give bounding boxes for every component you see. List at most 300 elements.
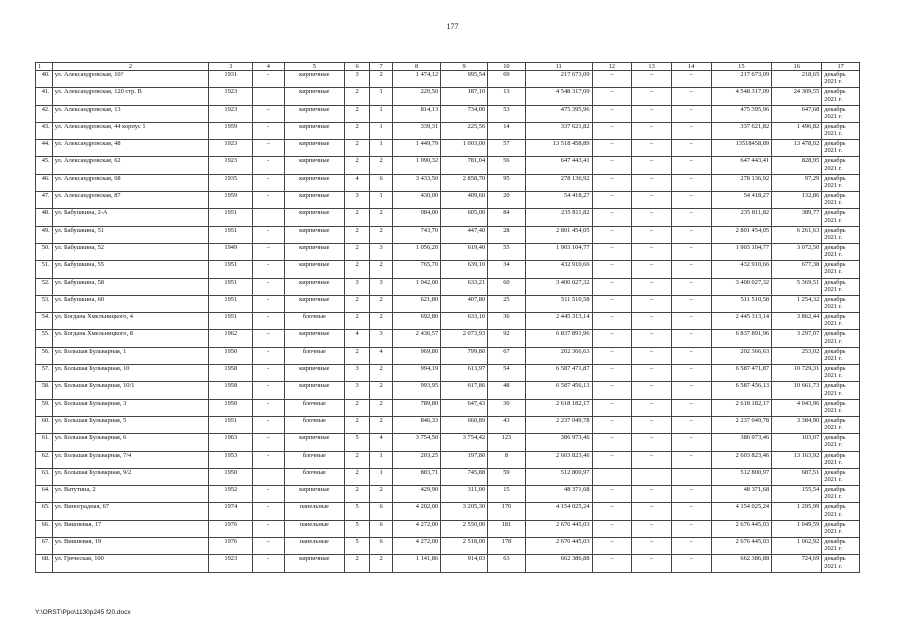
- table-cell: 218,65: [772, 71, 822, 88]
- table-cell: 4 043,96: [772, 399, 822, 416]
- table-cell: 1958: [209, 382, 253, 399]
- table-cell: 1959: [209, 192, 253, 209]
- table-cell: 58.: [36, 382, 53, 399]
- table-cell: –: [592, 451, 632, 468]
- table-cell: 1951: [209, 313, 253, 330]
- table-cell: декабрь 2021 г.: [822, 174, 860, 191]
- table-cell: кирпичные: [284, 365, 345, 382]
- table-cell: 103,07: [772, 434, 822, 451]
- table-cell: –: [592, 105, 632, 122]
- table-cell: 789,80: [393, 399, 441, 416]
- table-cell: 3 400 027,32: [525, 278, 592, 295]
- table-cell: 1 903 104,77: [525, 243, 592, 260]
- table-cell: 6: [370, 538, 393, 555]
- table-cell: –: [671, 71, 711, 88]
- file-path: Y:\ORST\Ppo\1130p245 f20.docx: [35, 609, 131, 616]
- table-cell: [592, 468, 632, 485]
- table-cell: 647,68: [772, 105, 822, 122]
- table-cell: 1935: [209, 174, 253, 191]
- table-cell: 1 474,12: [393, 71, 441, 88]
- table-cell: кирпичные: [284, 555, 345, 572]
- table-cell: 41.: [36, 88, 53, 105]
- table-cell: -: [253, 347, 284, 364]
- table-cell: декабрь 2021 г.: [822, 416, 860, 433]
- table-cell: –: [671, 105, 711, 122]
- table-cell: 1 056,20: [393, 243, 441, 260]
- table-cell: 724,69: [772, 555, 822, 572]
- table-cell: –: [632, 503, 672, 520]
- table-cell: -: [253, 226, 284, 243]
- table-cell: 4: [370, 434, 393, 451]
- table-cell: панельные: [284, 520, 345, 537]
- table-cell: 1950: [209, 468, 253, 485]
- table-cell: 2: [370, 382, 393, 399]
- table-cell: [671, 468, 711, 485]
- table-cell: декабрь 2021 г.: [822, 503, 860, 520]
- table-cell: 475 395,96: [525, 105, 592, 122]
- table-cell: 2: [370, 416, 393, 433]
- table-cell: 2: [370, 71, 393, 88]
- table-cell: –: [671, 382, 711, 399]
- table-cell: –: [592, 122, 632, 139]
- table-cell: 6 837 891,96: [525, 330, 592, 347]
- table-cell: декабрь 2021 г.: [822, 105, 860, 122]
- table-cell: декабрь 2021 г.: [822, 122, 860, 139]
- table-cell: 217 673,09: [525, 71, 592, 88]
- table-cell: 311,00: [441, 486, 488, 503]
- table-cell: -: [253, 382, 284, 399]
- table-cell: -: [253, 122, 284, 139]
- column-header: 17: [822, 63, 860, 71]
- table-cell: 1962: [209, 330, 253, 347]
- table-cell: 69: [488, 71, 526, 88]
- table-cell: 6 587 456,13: [711, 382, 772, 399]
- table-cell: -: [253, 192, 284, 209]
- table-cell: –: [671, 226, 711, 243]
- table-cell: ул. Александровская, 13: [52, 105, 209, 122]
- table-cell: 660,89: [441, 416, 488, 433]
- table-cell: 235 811,82: [525, 209, 592, 226]
- table-cell: –: [592, 140, 632, 157]
- table-cell: 969,80: [393, 347, 441, 364]
- table-cell: декабрь 2021 г.: [822, 486, 860, 503]
- table-cell: 53: [488, 105, 526, 122]
- table-cell: 1923: [209, 105, 253, 122]
- table-cell: блочные: [284, 451, 345, 468]
- table-cell: –: [592, 174, 632, 191]
- table-cell: 48: [488, 382, 526, 399]
- table-cell: 3: [345, 192, 370, 209]
- table-cell: –: [592, 538, 632, 555]
- table-cell: 2 676 445,03: [525, 538, 592, 555]
- table-cell: 511 510,58: [711, 295, 772, 312]
- table-cell: 56: [488, 157, 526, 174]
- table-cell: 3: [370, 243, 393, 260]
- table-cell: 4 272,00: [393, 520, 441, 537]
- table-cell: –: [592, 295, 632, 312]
- table-cell: 743,70: [393, 226, 441, 243]
- table-cell: 67.: [36, 538, 53, 555]
- table-cell: 613,97: [441, 365, 488, 382]
- table-cell: 1 254,32: [772, 295, 822, 312]
- table-cell: –: [671, 503, 711, 520]
- table-cell: блочные: [284, 347, 345, 364]
- table-cell: –: [592, 226, 632, 243]
- table-row: [36, 140, 860, 157]
- table-cell: -: [253, 313, 284, 330]
- table-cell: –: [632, 555, 672, 572]
- table-cell: 1923: [209, 555, 253, 572]
- table-cell: 3 754,50: [393, 434, 441, 451]
- table-cell: 84: [488, 209, 526, 226]
- table-cell: 4 548 317,09: [711, 88, 772, 105]
- table-cell: –: [671, 174, 711, 191]
- table-cell: 64.: [36, 486, 53, 503]
- table-cell: 220,50: [393, 88, 441, 105]
- table-cell: –: [671, 88, 711, 105]
- table-cell: –: [632, 382, 672, 399]
- table-cell: кирпичные: [284, 174, 345, 191]
- table-cell: 66.: [36, 520, 53, 537]
- table-cell: ул. Александровская, 44 корпус 1: [52, 122, 209, 139]
- table-cell: 1949: [209, 243, 253, 260]
- table-cell: 53.: [36, 295, 53, 312]
- table-row: [36, 313, 860, 330]
- table-cell: 2: [345, 243, 370, 260]
- table-cell: 45.: [36, 157, 53, 174]
- table-cell: 14: [488, 122, 526, 139]
- table-cell: кирпичные: [284, 434, 345, 451]
- table-cell: 48 371,68: [525, 486, 592, 503]
- table-cell: кирпичные: [284, 382, 345, 399]
- table-cell: 13: [488, 88, 526, 105]
- table-row: [36, 261, 860, 278]
- table-cell: –: [671, 434, 711, 451]
- table-cell: 56.: [36, 347, 53, 364]
- table-cell: –: [592, 520, 632, 537]
- column-header: 13: [632, 63, 672, 71]
- table-cell: 2: [370, 209, 393, 226]
- table-cell: 61.: [36, 434, 53, 451]
- table-cell: 2: [370, 365, 393, 382]
- table-cell: 409,60: [441, 192, 488, 209]
- table-cell: –: [632, 538, 672, 555]
- table-cell: 1976: [209, 538, 253, 555]
- table-cell: 55: [488, 243, 526, 260]
- table-cell: 3 072,50: [772, 243, 822, 260]
- table-cell: 3 862,44: [772, 313, 822, 330]
- table-cell: –: [632, 486, 672, 503]
- table-cell: 2 676 445,03: [711, 538, 772, 555]
- table-cell: -: [253, 174, 284, 191]
- table-cell: ул. Александровская, 68: [52, 174, 209, 191]
- table-cell: 43.: [36, 122, 53, 139]
- table-cell: -: [253, 503, 284, 520]
- table-cell: 1950: [209, 347, 253, 364]
- table-cell: 6 587 471,87: [525, 365, 592, 382]
- table-cell: -: [253, 416, 284, 433]
- table-row: [36, 105, 860, 122]
- table-cell: -: [253, 278, 284, 295]
- table-cell: 42.: [36, 105, 53, 122]
- table-cell: –: [632, 174, 672, 191]
- table-cell: 1: [370, 88, 393, 105]
- table-cell: 6 587 456,13: [525, 382, 592, 399]
- table-cell: 92: [488, 330, 526, 347]
- table-cell: 639,10: [441, 261, 488, 278]
- table-cell: 60.: [36, 416, 53, 433]
- table-cell: кирпичные: [284, 486, 345, 503]
- table-cell: –: [671, 555, 711, 572]
- table-cell: 995,54: [441, 71, 488, 88]
- table-cell: 1976: [209, 520, 253, 537]
- table-cell: 5 369,51: [772, 278, 822, 295]
- table-cell: 447,40: [441, 226, 488, 243]
- table-cell: ул. Большая Бульварная, 6: [52, 434, 209, 451]
- column-header: 15: [711, 63, 772, 71]
- table-cell: 619,40: [441, 243, 488, 260]
- table-cell: 50.: [36, 243, 53, 260]
- table-cell: –: [671, 122, 711, 139]
- table-cell: 662 386,88: [525, 555, 592, 572]
- table-cell: 6: [370, 520, 393, 537]
- table-row: [36, 330, 860, 347]
- table-cell: 6: [370, 174, 393, 191]
- table-row: [36, 382, 860, 399]
- table-cell: 48.: [36, 209, 53, 226]
- table-cell: –: [632, 365, 672, 382]
- table-cell: 814,13: [393, 105, 441, 122]
- table-cell: 647,43: [441, 399, 488, 416]
- table-cell: декабрь 2021 г.: [822, 192, 860, 209]
- table-cell: декабрь 2021 г.: [822, 278, 860, 295]
- table-row: [36, 486, 860, 503]
- table-cell: 781,04: [441, 157, 488, 174]
- table-cell: декабрь 2021 г.: [822, 555, 860, 572]
- column-header: 3: [209, 63, 253, 71]
- table-cell: –: [632, 330, 672, 347]
- table-cell: 2: [345, 399, 370, 416]
- table-cell: 429,90: [393, 486, 441, 503]
- table-cell: 2 603 823,46: [525, 451, 592, 468]
- table-cell: –: [671, 192, 711, 209]
- table-cell: 5: [345, 520, 370, 537]
- table-cell: 2: [345, 88, 370, 105]
- table-cell: 46.: [36, 174, 53, 191]
- table-cell: –: [632, 261, 672, 278]
- table-cell: 2: [345, 105, 370, 122]
- table-cell: –: [253, 105, 284, 122]
- table-cell: 1 295,99: [772, 503, 822, 520]
- table-cell: 2: [370, 399, 393, 416]
- table-cell: 617,86: [441, 382, 488, 399]
- table-cell: кирпичные: [284, 192, 345, 209]
- table-cell: –: [671, 243, 711, 260]
- table-cell: декабрь 2021 г.: [822, 88, 860, 105]
- table-cell: 43: [488, 416, 526, 433]
- table-cell: –: [632, 520, 672, 537]
- table-cell: 65.: [36, 503, 53, 520]
- table-cell: –: [671, 486, 711, 503]
- table-cell: 20: [488, 192, 526, 209]
- column-header: 4: [253, 63, 284, 71]
- table-cell: ул. Вишневая, 19: [52, 538, 209, 555]
- table-cell: 63: [488, 555, 526, 572]
- table-cell: 3: [345, 278, 370, 295]
- table-cell: 44.: [36, 140, 53, 157]
- table-cell: 1931: [209, 71, 253, 88]
- table-cell: 1: [370, 105, 393, 122]
- table-cell: 2: [345, 122, 370, 139]
- table-cell: 4 202,00: [393, 503, 441, 520]
- table-cell: –: [592, 399, 632, 416]
- table-cell: 647 443,41: [711, 157, 772, 174]
- table-cell: 1959: [209, 122, 253, 139]
- table-cell: 1923: [209, 157, 253, 174]
- page-number: 177: [446, 22, 459, 31]
- table-row: [36, 451, 860, 468]
- table-cell: кирпичные: [284, 157, 345, 174]
- table-cell: 1: [370, 451, 393, 468]
- table-cell: 1 042,00: [393, 278, 441, 295]
- column-header: 14: [671, 63, 711, 71]
- table-cell: 4 548 317,09: [525, 88, 592, 105]
- table-cell: 13518458,89: [711, 140, 772, 157]
- table-cell: 6 587 471,87: [711, 365, 772, 382]
- table-cell: 647 443,41: [525, 157, 592, 174]
- table-cell: 2: [345, 451, 370, 468]
- table-cell: 2 603 823,46: [711, 451, 772, 468]
- table-cell: 337 621,82: [525, 122, 592, 139]
- table-cell: –: [632, 399, 672, 416]
- table-cell: 95: [488, 174, 526, 191]
- table-cell: 68.: [36, 555, 53, 572]
- table-cell: 1958: [209, 365, 253, 382]
- table-cell: 225,56: [441, 122, 488, 139]
- table-cell: кирпичные: [284, 278, 345, 295]
- table-cell: –: [632, 88, 672, 105]
- table-cell: 1: [370, 192, 393, 209]
- table-cell: ул. Александровская, 48: [52, 140, 209, 157]
- table-cell: 8: [488, 451, 526, 468]
- table-cell: 1: [370, 468, 393, 485]
- table-cell: блочные: [284, 416, 345, 433]
- table-cell: кирпичные: [284, 88, 345, 105]
- table-cell: 51.: [36, 261, 53, 278]
- table-cell: 1951: [209, 226, 253, 243]
- table-cell: –: [592, 71, 632, 88]
- table-cell: ул. Большая Бульварная, 3: [52, 399, 209, 416]
- table-cell: кирпичные: [284, 122, 345, 139]
- table-cell: -: [253, 71, 284, 88]
- table-cell: ул. Вишневая, 17: [52, 520, 209, 537]
- column-header: 5: [284, 63, 345, 71]
- table-cell: 3: [370, 330, 393, 347]
- table-cell: 1951: [209, 209, 253, 226]
- table-cell: 59.: [36, 399, 53, 416]
- housing-table: [35, 62, 860, 573]
- table-cell: декабрь 2021 г.: [822, 140, 860, 157]
- table-cell: –: [671, 416, 711, 433]
- table-cell: 2 676 445,03: [711, 520, 772, 537]
- table-cell: 6 837 891,96: [711, 330, 772, 347]
- table-cell: 6 261,63: [772, 226, 822, 243]
- table-cell: ул. Александровская, 87: [52, 192, 209, 209]
- table-cell: –: [592, 555, 632, 572]
- table-cell: 187,10: [441, 88, 488, 105]
- table-row: [36, 347, 860, 364]
- table-cell: 4 154 025,24: [525, 503, 592, 520]
- table-cell: 621,80: [393, 295, 441, 312]
- table-cell: ул. Александровская, 10?: [52, 71, 209, 88]
- table-cell: 36: [488, 313, 526, 330]
- table-cell: 1 062,92: [772, 538, 822, 555]
- table-cell: 2: [345, 416, 370, 433]
- table-cell: кирпичные: [284, 295, 345, 312]
- table-cell: декабрь 2021 г.: [822, 382, 860, 399]
- table-cell: –: [592, 261, 632, 278]
- table-cell: ул. Большая Бульварная, 7/4: [52, 451, 209, 468]
- table-cell: –: [592, 243, 632, 260]
- table-cell: –: [253, 538, 284, 555]
- table-cell: –: [671, 261, 711, 278]
- table-cell: панельные: [284, 503, 345, 520]
- table-cell: 57.: [36, 365, 53, 382]
- table-cell: 24 309,55: [772, 88, 822, 105]
- table-cell: 512 800,97: [711, 468, 772, 485]
- column-header: 8: [393, 63, 441, 71]
- table-cell: –: [632, 71, 672, 88]
- table-cell: 28: [488, 226, 526, 243]
- table-cell: 1963: [209, 434, 253, 451]
- table-cell: кирпичные: [284, 209, 345, 226]
- table-cell: 54 418,27: [525, 192, 592, 209]
- table-cell: –: [671, 399, 711, 416]
- table-cell: 1 090,32: [393, 157, 441, 174]
- table-cell: 692,80: [393, 313, 441, 330]
- table-cell: 1952: [209, 486, 253, 503]
- table-cell: 2 858,70: [441, 174, 488, 191]
- table-cell: 2 445 313,14: [711, 313, 772, 330]
- table-cell: 2: [345, 313, 370, 330]
- table-cell: 15: [488, 486, 526, 503]
- table-row: [36, 520, 860, 537]
- table-cell: ул. Большая Бульварная, 9/2: [52, 468, 209, 485]
- table-cell: 67: [488, 347, 526, 364]
- table-cell: –: [253, 140, 284, 157]
- table-cell: -: [253, 399, 284, 416]
- column-header: 11: [525, 63, 592, 71]
- table-cell: 1950: [209, 399, 253, 416]
- table-cell: 475 395,96: [711, 105, 772, 122]
- table-cell: –: [632, 451, 672, 468]
- table-cell: 10 729,31: [772, 365, 822, 382]
- table-cell: 6: [370, 503, 393, 520]
- table-cell: –: [592, 503, 632, 520]
- table-row: [36, 434, 860, 451]
- table-cell: 30: [488, 399, 526, 416]
- column-header: 12: [592, 63, 632, 71]
- table-cell: 13 518 458,89: [525, 140, 592, 157]
- table-cell: 13 478,02: [772, 140, 822, 157]
- table-cell: 2 550,00: [441, 520, 488, 537]
- table-cell: [253, 209, 284, 226]
- table-cell: 13 163,92: [772, 451, 822, 468]
- table-cell: –: [671, 295, 711, 312]
- table-cell: 4: [370, 347, 393, 364]
- table-cell: 54 418,27: [711, 192, 772, 209]
- table-cell: 40.: [36, 71, 53, 88]
